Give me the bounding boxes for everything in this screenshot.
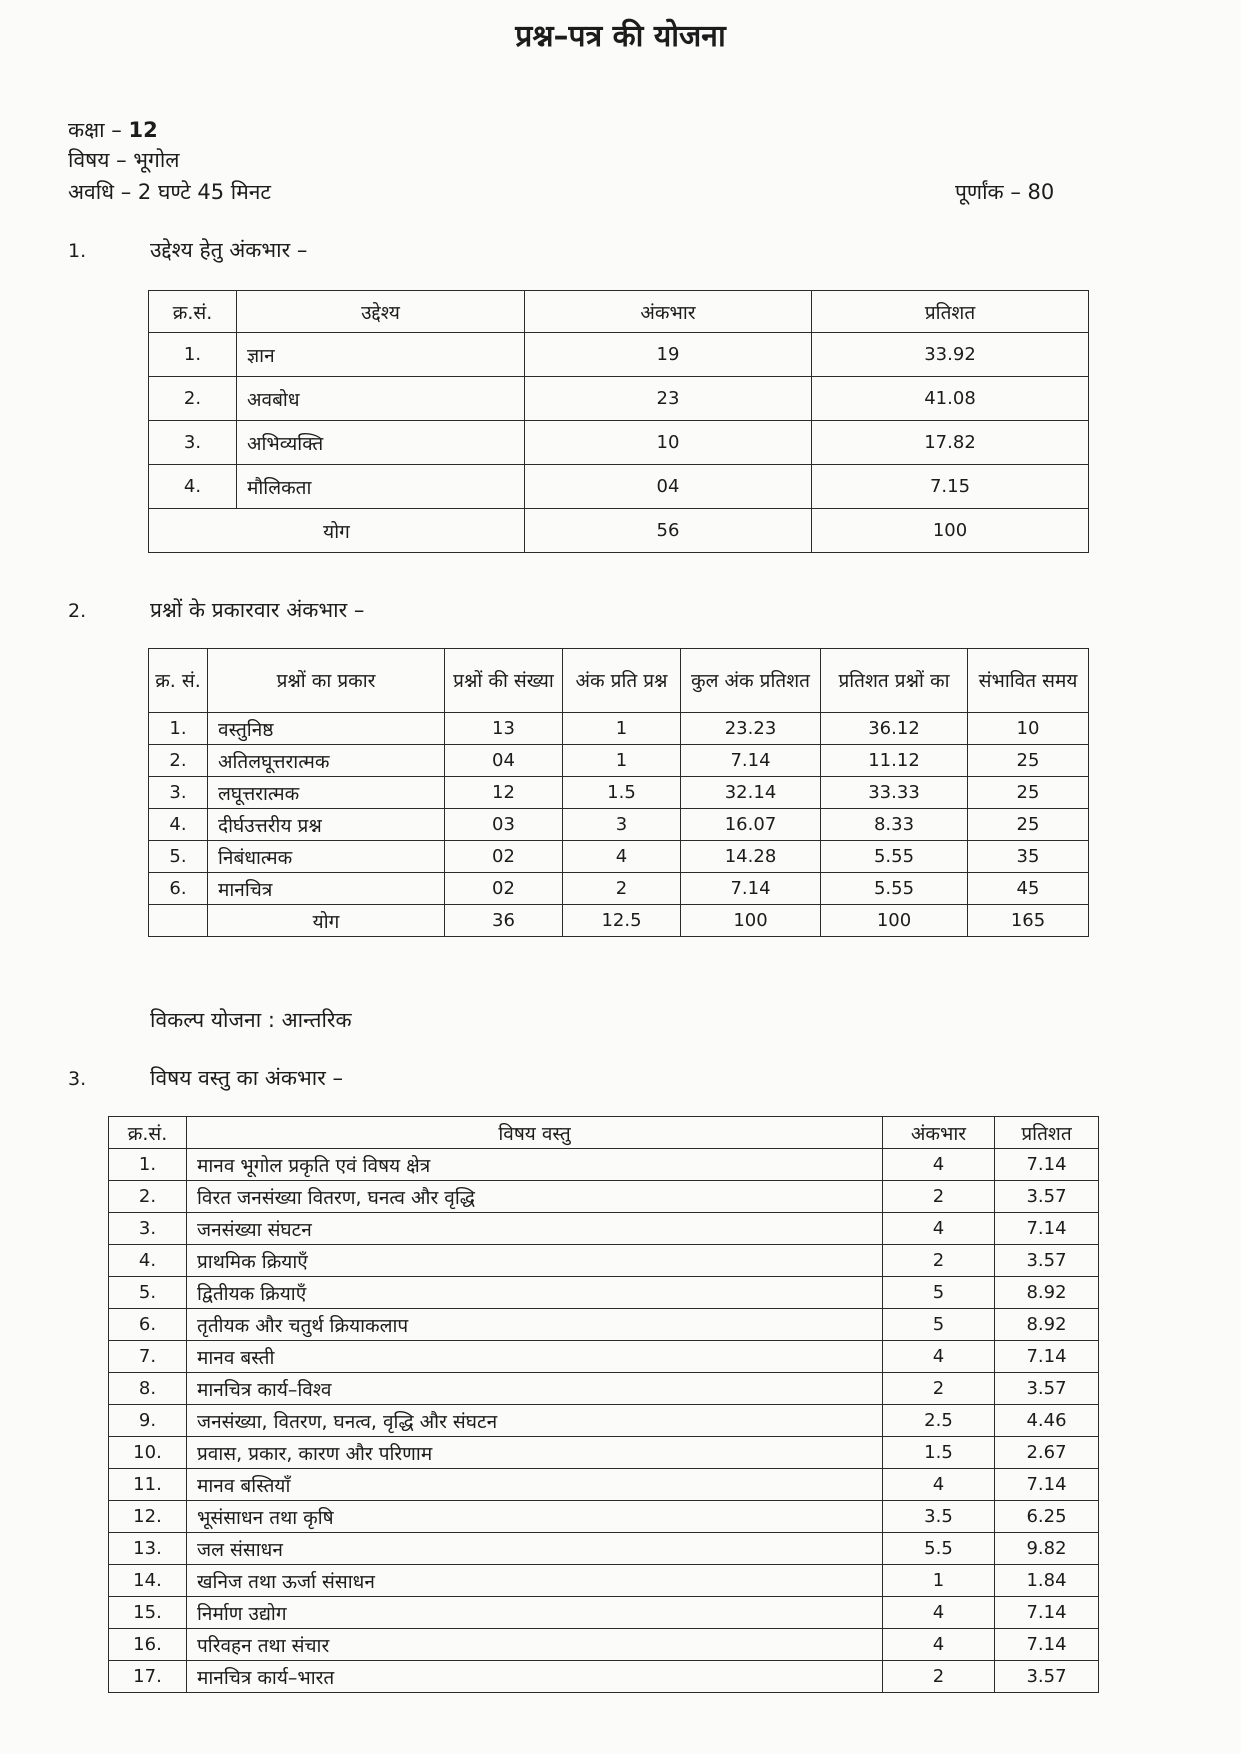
percent-cell: 7.14: [995, 1629, 1099, 1661]
marks-per-question-cell: 1: [563, 745, 681, 777]
table-row: [109, 1437, 1099, 1469]
serial-cell: 11.: [109, 1469, 187, 1501]
percent-cell: 7.14: [995, 1597, 1099, 1629]
table-row: [109, 1661, 1099, 1693]
content-cell: जनसंख्या, वितरण, घनत्व, वृद्धि और संघटन: [187, 1405, 883, 1437]
time-cell: 45: [968, 873, 1089, 905]
marks-cell: 19: [525, 333, 812, 377]
option-plan: विकल्प योजना : आन्तरिक: [150, 1008, 352, 1032]
total-percent-cell: 32.14: [681, 777, 821, 809]
marks-cell: 4: [883, 1341, 995, 1373]
total-percent-cell: 14.28: [681, 841, 821, 873]
section2-number: 2.: [68, 600, 87, 622]
marks-per-question-cell: 4: [563, 841, 681, 873]
content-cell: मानव बस्ती: [187, 1341, 883, 1373]
question-percent-cell: 33.33: [821, 777, 968, 809]
serial-cell: 10.: [109, 1437, 187, 1469]
marks-cell: 2: [883, 1245, 995, 1277]
content-cell: विरत जनसंख्या वितरण, घनत्व और वृद्धि: [187, 1181, 883, 1213]
table-row: [109, 1629, 1099, 1661]
count-cell: 12: [445, 777, 563, 809]
time-cell: 25: [968, 745, 1089, 777]
percent-cell: 17.82: [812, 421, 1089, 465]
serial-cell: 5.: [109, 1277, 187, 1309]
time-cell: 25: [968, 777, 1089, 809]
content-cell: भूसंसाधन तथा कृषि: [187, 1501, 883, 1533]
objective-weightage-table: [148, 290, 1089, 553]
serial-header: क्र.सं.: [149, 291, 237, 333]
total-row: [149, 905, 1089, 937]
question-percent-cell: 8.33: [821, 809, 968, 841]
percent-cell: 9.82: [995, 1533, 1099, 1565]
percent-cell: 7.14: [995, 1469, 1099, 1501]
total-time: 165: [968, 905, 1089, 937]
table-row: [149, 421, 1089, 465]
table-row: [109, 1341, 1099, 1373]
total-percent-cell: 23.23: [681, 713, 821, 745]
table-row: [109, 1533, 1099, 1565]
time-cell: 10: [968, 713, 1089, 745]
percent-header: प्रतिशत: [995, 1117, 1099, 1149]
serial-cell: 6.: [109, 1309, 187, 1341]
serial-header: क्र. सं.: [149, 649, 208, 713]
class-label: कक्षा –: [68, 118, 122, 142]
question-percent-cell: 11.12: [821, 745, 968, 777]
serial-cell: 4.: [109, 1245, 187, 1277]
objective-cell: अभिव्यक्ति: [237, 421, 525, 465]
objective-header: उद्देश्य: [237, 291, 525, 333]
marks-header: अंकभार: [883, 1117, 995, 1149]
serial-cell: 2.: [149, 745, 208, 777]
table-row: [109, 1373, 1099, 1405]
section2-title: प्रश्नों के प्रकारवार अंकभार –: [150, 598, 365, 622]
serial-header: क्र.सं.: [109, 1117, 187, 1149]
serial-cell: 1.: [109, 1149, 187, 1181]
marks-header: अंकभार: [525, 291, 812, 333]
marks-cell: 5: [883, 1277, 995, 1309]
percent-cell: 3.57: [995, 1181, 1099, 1213]
serial-cell: 3.: [149, 777, 208, 809]
type-cell: मानचित्र: [208, 873, 445, 905]
total-marks-per-question: 12.5: [563, 905, 681, 937]
table-row: [149, 377, 1089, 421]
percent-cell: 7.15: [812, 465, 1089, 509]
section1-title: उद्देश्य हेतु अंकभार –: [150, 238, 308, 262]
serial-cell: 6.: [149, 873, 208, 905]
total-percent-cell: 7.14: [681, 873, 821, 905]
time-cell: 25: [968, 809, 1089, 841]
marks-cell: 4: [883, 1629, 995, 1661]
question-percent-cell: 5.55: [821, 873, 968, 905]
table-row: [149, 333, 1089, 377]
content-header: विषय वस्तु: [187, 1117, 883, 1149]
serial-cell: 16.: [109, 1629, 187, 1661]
serial-cell: 5.: [149, 841, 208, 873]
serial-cell: 1.: [149, 333, 237, 377]
total-percent-cell: 7.14: [681, 745, 821, 777]
percent-cell: 8.92: [995, 1309, 1099, 1341]
percent-cell: 1.84: [995, 1565, 1099, 1597]
serial-cell: 13.: [109, 1533, 187, 1565]
marks-cell: 2: [883, 1181, 995, 1213]
table-row: [109, 1565, 1099, 1597]
percent-cell: 7.14: [995, 1149, 1099, 1181]
marks-cell: 4: [883, 1213, 995, 1245]
total-label: योग: [149, 509, 525, 553]
table-row: [149, 465, 1089, 509]
class-line: [68, 116, 158, 144]
marks-cell: 5: [883, 1309, 995, 1341]
content-cell: प्रवास, प्रकार, कारण और परिणाम: [187, 1437, 883, 1469]
question-count-header: प्रश्नों की संख्या: [445, 649, 563, 713]
section3-number: 3.: [68, 1068, 87, 1090]
empty-cell: [149, 905, 208, 937]
percent-cell: 3.57: [995, 1373, 1099, 1405]
class-value: 12: [128, 118, 158, 142]
table-row: [149, 745, 1089, 777]
marks-cell: 4: [883, 1149, 995, 1181]
type-cell: लघूत्तरात्मक: [208, 777, 445, 809]
type-cell: दीर्घउत्तरीय प्रश्न: [208, 809, 445, 841]
question-percent-cell: 5.55: [821, 841, 968, 873]
count-cell: 02: [445, 873, 563, 905]
table-header-row: [149, 649, 1089, 713]
marks-per-question-header: अंक प्रति प्रश्न: [563, 649, 681, 713]
serial-cell: 2.: [149, 377, 237, 421]
total-marks: 56: [525, 509, 812, 553]
table-header-row: [149, 291, 1089, 333]
table-row: [109, 1181, 1099, 1213]
serial-cell: 4.: [149, 465, 237, 509]
content-cell: परिवहन तथा संचार: [187, 1629, 883, 1661]
serial-cell: 1.: [149, 713, 208, 745]
percent-cell: 3.57: [995, 1661, 1099, 1693]
percent-cell: 7.14: [995, 1341, 1099, 1373]
table-row: [109, 1149, 1099, 1181]
section3-title: विषय वस्तु का अंकभार –: [150, 1066, 343, 1090]
total-question-percent: 100: [821, 905, 968, 937]
percent-cell: 41.08: [812, 377, 1089, 421]
count-cell: 13: [445, 713, 563, 745]
serial-cell: 3.: [109, 1213, 187, 1245]
serial-cell: 7.: [109, 1341, 187, 1373]
marks-per-question-cell: 1: [563, 713, 681, 745]
total-count: 36: [445, 905, 563, 937]
serial-cell: 17.: [109, 1661, 187, 1693]
type-cell: निबंधात्मक: [208, 841, 445, 873]
serial-cell: 14.: [109, 1565, 187, 1597]
table-row: [109, 1469, 1099, 1501]
max-marks: पूर्णांक – 80: [955, 180, 1055, 204]
marks-cell: 1.5: [883, 1437, 995, 1469]
table-row: [149, 873, 1089, 905]
serial-cell: 9.: [109, 1405, 187, 1437]
table-row: [109, 1405, 1099, 1437]
content-cell: जल संसाधन: [187, 1533, 883, 1565]
table-row: [149, 713, 1089, 745]
serial-cell: 2.: [109, 1181, 187, 1213]
table-row: [149, 777, 1089, 809]
serial-cell: 8.: [109, 1373, 187, 1405]
marks-cell: 2: [883, 1373, 995, 1405]
table-row: [149, 841, 1089, 873]
table-row: [109, 1213, 1099, 1245]
marks-cell: 10: [525, 421, 812, 465]
content-cell: मानव भूगोल प्रकृति एवं विषय क्षेत्र: [187, 1149, 883, 1181]
marks-cell: 2: [883, 1661, 995, 1693]
expected-time-header: संभावित समय: [968, 649, 1089, 713]
serial-cell: 15.: [109, 1597, 187, 1629]
content-cell: प्राथमिक क्रियाएँ: [187, 1245, 883, 1277]
marks-per-question-cell: 3: [563, 809, 681, 841]
total-marks-percent: 100: [681, 905, 821, 937]
table-row: [109, 1501, 1099, 1533]
objective-cell: मौलिकता: [237, 465, 525, 509]
table-row: [109, 1309, 1099, 1341]
table-row: [109, 1245, 1099, 1277]
count-cell: 03: [445, 809, 563, 841]
time-cell: 35: [968, 841, 1089, 873]
content-weightage-table: [108, 1116, 1099, 1693]
objective-cell: ज्ञान: [237, 333, 525, 377]
section1-number: 1.: [68, 240, 87, 262]
content-cell: मानचित्र कार्य–विश्व: [187, 1373, 883, 1405]
marks-cell: 3.5: [883, 1501, 995, 1533]
question-type-table: [148, 648, 1089, 937]
percent-cell: 8.92: [995, 1277, 1099, 1309]
question-percent-cell: 36.12: [821, 713, 968, 745]
percent-cell: 4.46: [995, 1405, 1099, 1437]
count-cell: 02: [445, 841, 563, 873]
question-percent-header: प्रतिशत प्रश्नों का: [821, 649, 968, 713]
marks-cell: 5.5: [883, 1533, 995, 1565]
content-cell: तृतीयक और चतुर्थ क्रियाकलाप: [187, 1309, 883, 1341]
content-cell: मानचित्र कार्य–भारत: [187, 1661, 883, 1693]
objective-cell: अवबोध: [237, 377, 525, 421]
table-row: [149, 809, 1089, 841]
content-cell: जनसंख्या संघटन: [187, 1213, 883, 1245]
total-row: [149, 509, 1089, 553]
percent-header: प्रतिशत: [812, 291, 1089, 333]
percent-cell: 2.67: [995, 1437, 1099, 1469]
percent-cell: 6.25: [995, 1501, 1099, 1533]
table-row: [109, 1277, 1099, 1309]
marks-cell: 23: [525, 377, 812, 421]
total-marks-percent-header: कुल अंक प्रतिशत: [681, 649, 821, 713]
type-cell: अतिलघूत्तरात्मक: [208, 745, 445, 777]
page-title: प्रश्न–पत्र की योजना: [515, 19, 726, 54]
content-cell: मानव बस्तियाँ: [187, 1469, 883, 1501]
total-percent-cell: 16.07: [681, 809, 821, 841]
marks-cell: 4: [883, 1469, 995, 1501]
type-cell: वस्तुनिष्ठ: [208, 713, 445, 745]
serial-cell: 12.: [109, 1501, 187, 1533]
marks-cell: 4: [883, 1597, 995, 1629]
content-cell: खनिज तथा ऊर्जा संसाधन: [187, 1565, 883, 1597]
content-cell: निर्माण उद्योग: [187, 1597, 883, 1629]
percent-cell: 3.57: [995, 1245, 1099, 1277]
total-percent: 100: [812, 509, 1089, 553]
duration-line: अवधि – 2 घण्टे 45 मिनट: [68, 180, 272, 204]
percent-cell: 7.14: [995, 1213, 1099, 1245]
count-cell: 04: [445, 745, 563, 777]
marks-cell: 04: [525, 465, 812, 509]
marks-cell: 2.5: [883, 1405, 995, 1437]
table-row: [109, 1597, 1099, 1629]
serial-cell: 3.: [149, 421, 237, 465]
table-header-row: [109, 1117, 1099, 1149]
total-label: योग: [208, 905, 445, 937]
percent-cell: 33.92: [812, 333, 1089, 377]
marks-cell: 1: [883, 1565, 995, 1597]
question-type-header: प्रश्नों का प्रकार: [208, 649, 445, 713]
subject-line: विषय – भूगोल: [68, 148, 180, 172]
marks-per-question-cell: 2: [563, 873, 681, 905]
marks-per-question-cell: 1.5: [563, 777, 681, 809]
serial-cell: 4.: [149, 809, 208, 841]
content-cell: द्वितीयक क्रियाएँ: [187, 1277, 883, 1309]
